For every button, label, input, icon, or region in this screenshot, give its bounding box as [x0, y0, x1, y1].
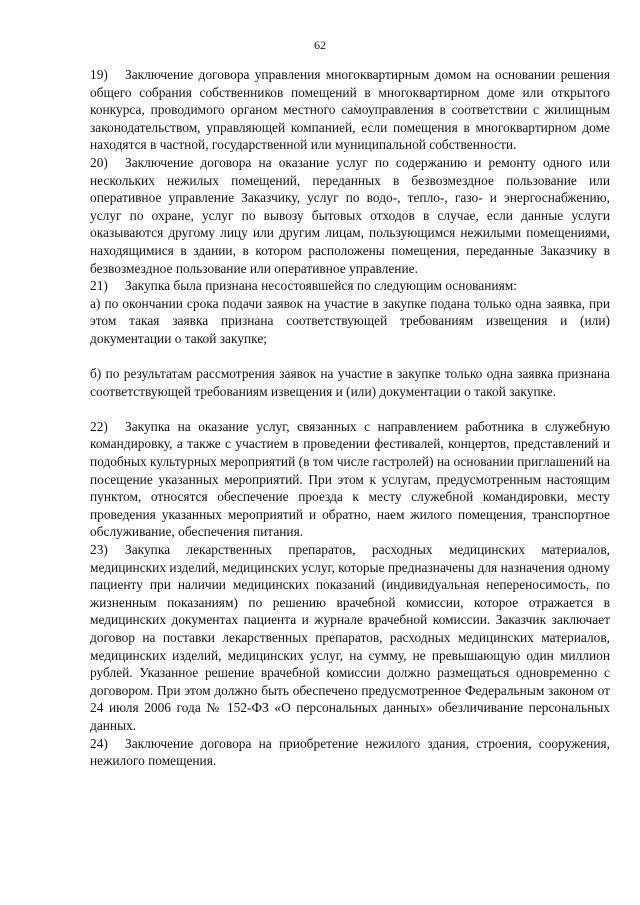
- item-text: Заключение договора на оказание услуг по содержанию и ремонту одного или нескольких нежилых помещений, переданных в безвозмездное пользование или оперативное управление Заказчику, услуг по водо-, тепло-, газо- и энергоснабжению, услуг по охране, услуг по вывозу бытовых отходов в случае, если данные услуги оказываются другому лицу или другим лицам, пользующимся нежилыми помещениями, находящимися в здании, в котором расположены помещения, переданные Заказчику в безвозмездное пользование или оперативное управление.: [90, 154, 610, 276]
- item-number: 23): [90, 542, 108, 558]
- list-item-20: [90, 154, 610, 277]
- list-item-23: [90, 541, 610, 735]
- page-number: 62: [314, 38, 326, 52]
- item-number: 22): [90, 418, 108, 434]
- document-body: [90, 66, 610, 770]
- item-number: 24): [90, 735, 108, 751]
- list-item-24: [90, 735, 610, 770]
- item-text: Закупка лекарственных препаратов, расходных медицинских материалов, медицинских изделий, медицинских услуг, которые предназначены для назначения одному пациенту при наличии медицинских показаний (индивидуальная непереносимость, по жизненным показаниям) по решению врачебной комиссии, которое отражается в медицинских документах пациента и журнале врачебной комиссии. Заказчик заключает договор на поставки лекарственных препаратов, расходных медицинских материалов, медицинских изделий, медицинских услуг, на сумму, не превышающую один миллион рублей. Указанное решение врачебной комиссии должно размещаться одновременно с договором. При этом должно быть обеспечено предусмотренное Федеральным законом от 24 июля 2006 года № 152-ФЗ «О персональных данных» обезличивание персональных данных.: [90, 542, 610, 733]
- item-number: 21): [90, 278, 108, 294]
- list-item-21: [90, 277, 610, 295]
- list-item-19: [90, 66, 610, 154]
- sub-item-b: б) по результатам рассмотрения заявок на участие в закупке только одна заявка признана соответствующей требованиям извещения и (или) документации о такой закупке.: [90, 366, 610, 399]
- item-text: Закупка была признана несостоявшейся по следующим основаниям:: [125, 278, 517, 294]
- item-text: Заключение договора управления многоквартирным домом на основании решения общего собрания собственников помещений в многоквартирном доме или открытого конкурса, проводимого органом местного самоуправления в соответствии с жилищным законодательством, управляющей компанией, если помещения в многоквартирном доме находятся в частной, государственной или муниципальной собственности.: [90, 67, 610, 153]
- item-number: 20): [90, 154, 108, 170]
- sub-item-a: а) по окончании срока подачи заявок на участие в закупке подана только одна заявка, при этом такая заявка признана соответствующей требованиям извещения и (или) документации о такой закупке;: [90, 295, 610, 346]
- item-text: Заключение договора на приобретение нежилого здания, строения, сооружения, нежилого помещения.: [90, 735, 610, 769]
- list-item-22: [90, 418, 610, 541]
- item-text: Закупка на оказание услуг, связанных с направлением работника в служебную командировку, а также с участием в проведении фестивалей, концертов, представлений и подобных культурных мероприятий (в том числе гастролей) на основании приглашений на посещение указанных мероприятий. При этом к услугам, предусмотренным настоящим пунктом, относятся обеспечение проезда к месту служебной командировки, месту проведения указанных мероприятий и обратно, наем жилого помещения, транспортное обслуживание, обеспечения питания.: [90, 418, 610, 540]
- item-number: 19): [90, 67, 108, 82]
